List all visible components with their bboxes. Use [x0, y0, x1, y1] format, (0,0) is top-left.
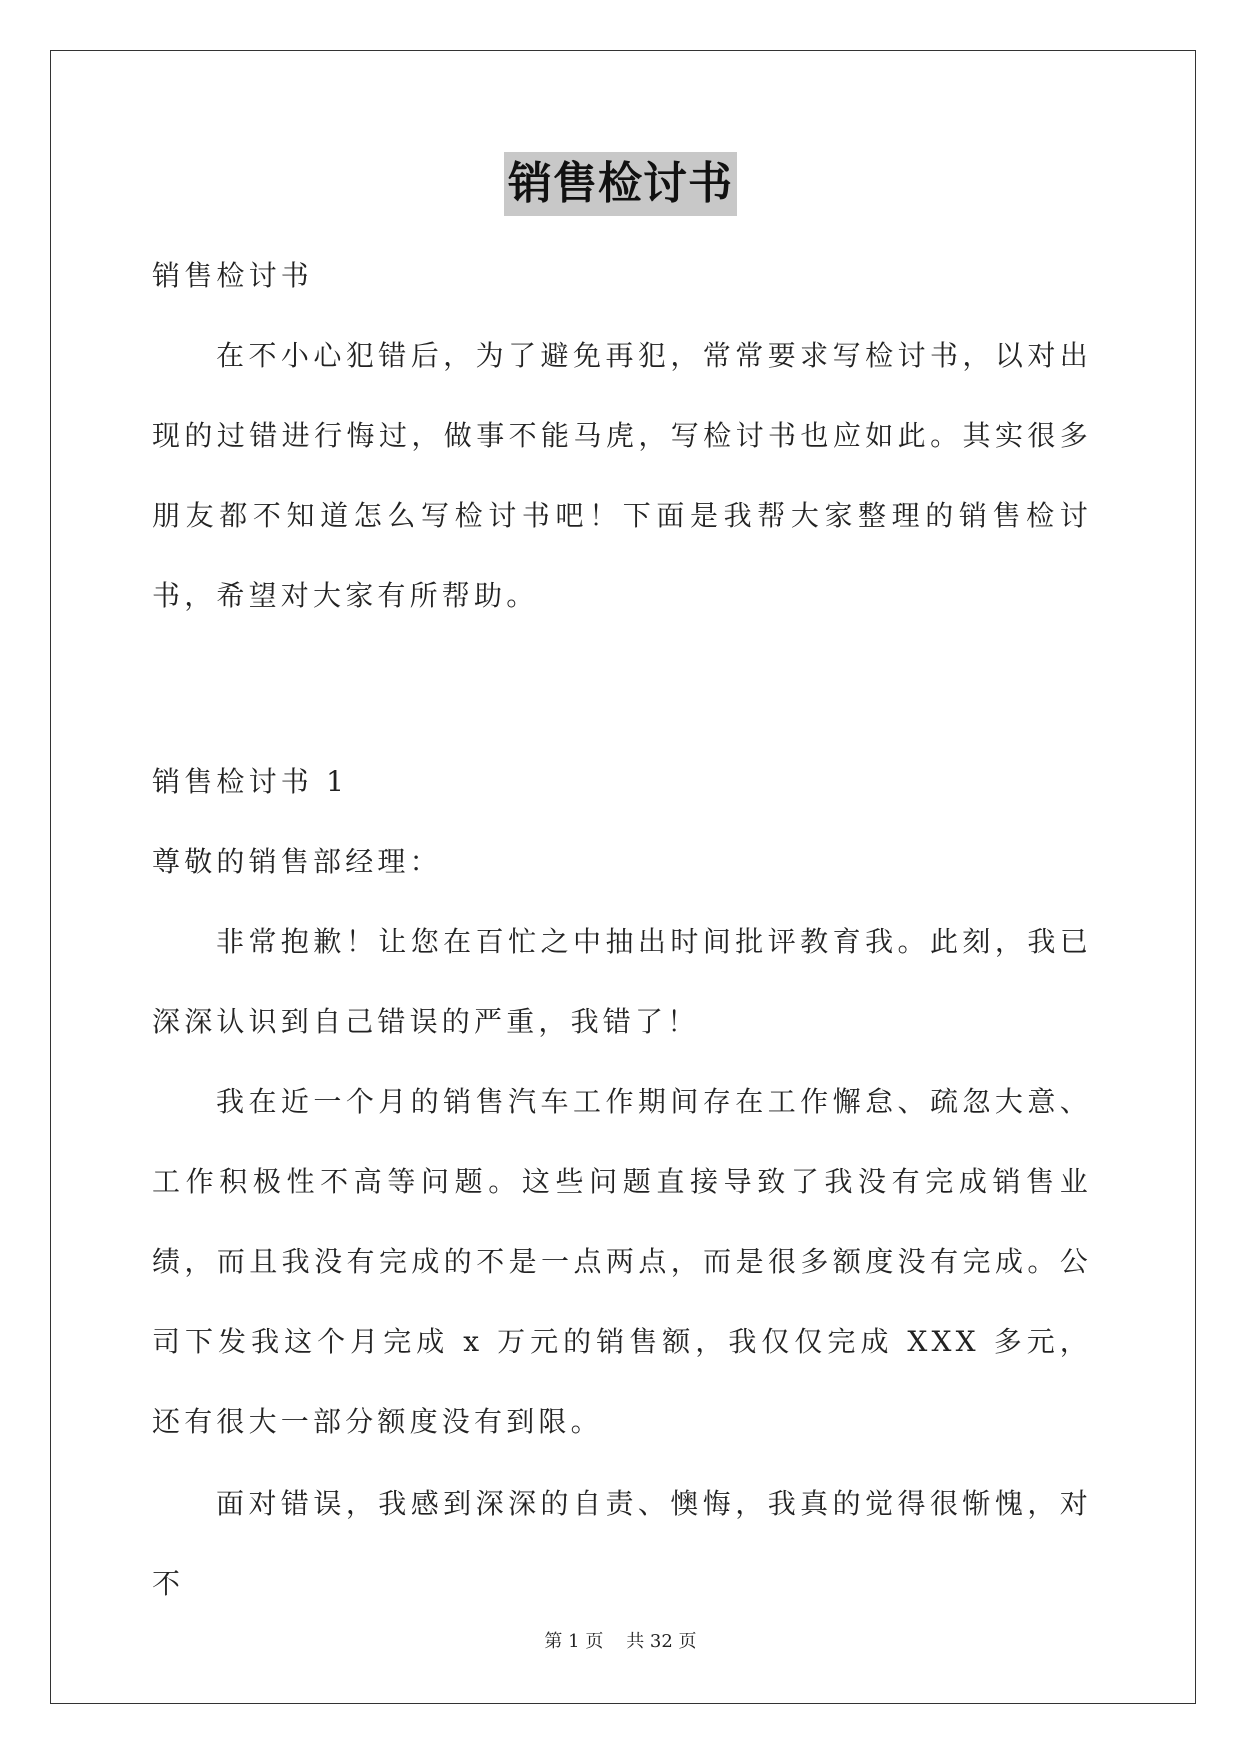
page-number: 第 1 页 共 32 页	[544, 1631, 697, 1652]
body-paragraph-1: 非常抱歉！让您在百忙之中抽出时间批评教育我。此刻，我已深深认识到自己错误的严重，我错了！	[152, 925, 1092, 1038]
intro-heading: 销售检讨书	[152, 259, 314, 292]
title-container	[0, 152, 1241, 216]
body-paragraph-2: 我在近一个月的销售汽车工作期间存在工作懈怠、疏忽大意、工作积极性不高等问题。这些问题直接导致了我没有完成销售业绩，而且我没有完成的不是一点两点，而是很多额度没有完成。公司下发我这个月完成 x 万元的销售额，我仅仅完成 XXX 多元，还有很大一部分额度没有到限。	[152, 1085, 1092, 1438]
intro-paragraph: 在不小心犯错后，为了避免再犯，常常要求写检讨书，以对出现的过错进行悔过，做事不能马虎，写检讨书也应如此。其实很多朋友都不知道怎么写检讨书吧！下面是我帮大家整理的销售检讨书，希望对大家有所帮助。	[152, 339, 1092, 612]
body-paragraph-3: 面对错误，我感到深深的自责、懊悔，我真的觉得很惭愧，对不	[152, 1487, 1092, 1600]
section-heading: 销售检讨书 1	[152, 765, 349, 798]
page-footer	[0, 1630, 1241, 1654]
document-title: 销售检讨书	[504, 152, 737, 216]
salutation: 尊敬的销售部经理：	[152, 845, 442, 878]
